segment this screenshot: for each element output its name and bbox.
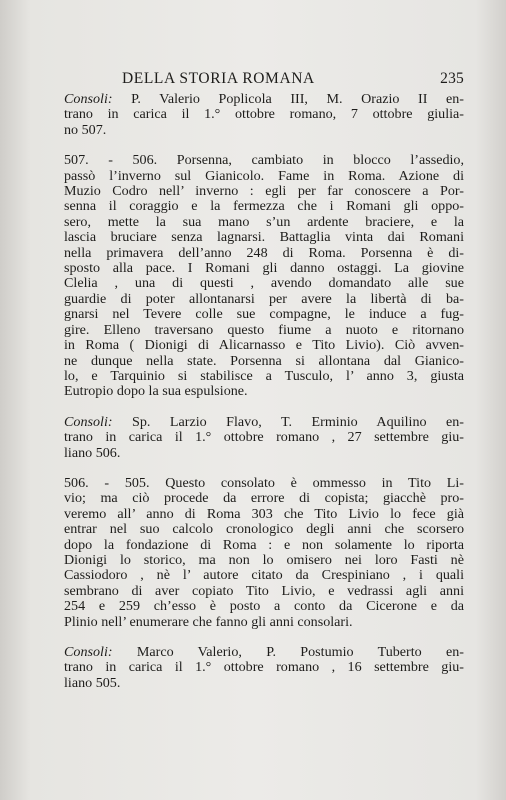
text-line: in Roma ( Dionigi di Alicarnasso e Tito Livio). Ciò avven- bbox=[64, 337, 464, 354]
text-line: nella primavera dell’anno 248 di Roma. Porsenna è di- bbox=[64, 244, 464, 261]
text-line bbox=[64, 415, 464, 430]
text-line: gire. Elleno traversano questo fiume a nuoto e ritornano bbox=[64, 321, 464, 338]
page-number: 235 bbox=[440, 70, 464, 87]
text-line: veremo all’ anno di Roma 303 che Tito Livio lo fece già bbox=[64, 505, 464, 522]
paragraph-507-506 bbox=[64, 153, 464, 400]
text-line: entrar nel suo calcolo cronologico degli anni che scorsero bbox=[64, 521, 464, 538]
text-line: trano in carica il 1.° ottobre romano , 16 settembre giu- bbox=[64, 659, 464, 676]
page-header bbox=[64, 70, 464, 92]
text-line: trano in carica il 1.° ottobre romano, 7 ottobre giulia- bbox=[64, 106, 464, 123]
text-line: liano 506. bbox=[64, 444, 121, 461]
text-line: sembrano di aver copiato Tito Livio, e vedrassi agli anni bbox=[64, 582, 464, 599]
consuls-entry-3 bbox=[64, 645, 464, 691]
text-line: Dionigi lo storico, ma non lo omisero nei loro Fasti nè bbox=[64, 551, 464, 568]
text-line: ne dunque nella state. Porsenna si allontana dal Gianico- bbox=[64, 352, 464, 369]
text-line: passò l’inverno sul Gianicolo. Fame in Roma. Azione di bbox=[64, 167, 464, 184]
text-line: senna il coraggio e la fermezza che i Romani gli oppo- bbox=[64, 198, 464, 215]
text-line bbox=[64, 92, 464, 107]
text-line: sposto alla pace. I Romani gli danno ostaggi. La giovine bbox=[64, 260, 464, 277]
text-line: vio; ma ciò procede da errore di copista; giacchè pro- bbox=[64, 490, 464, 507]
text-line: trano in carica il 1.° ottobre romano , 27 settembre giu- bbox=[64, 429, 464, 446]
consoli-label: Consoli: bbox=[64, 644, 113, 660]
text-line: guardie di poter allontanarsi per avere la libertà di ba- bbox=[64, 290, 464, 307]
text-line: no 507. bbox=[64, 121, 107, 138]
line-text: P. Valerio Poplicola III, M. Orazio II en- bbox=[112, 91, 464, 107]
line-text: Sp. Larzio Flavo, T. Erminio Aquilino en- bbox=[112, 413, 464, 430]
running-title: DELLA STORIA ROMANA bbox=[122, 70, 315, 87]
text-line: 507. - 506. Porsenna, cambiato in blocco l’assedio, bbox=[64, 152, 464, 169]
line-text: Marco Valerio, P. Postumio Tuberto en- bbox=[112, 644, 464, 660]
text-line: liano 505. bbox=[64, 674, 121, 691]
text-line: dopo la fondazione di Roma : e non solamente lo riporta bbox=[64, 536, 464, 553]
text-line: 254 e 259 ch’esso è posto a conto da Cicerone e da bbox=[64, 598, 464, 615]
text-line: sero, mette la sua mano s’un ardente braciere, e la bbox=[64, 213, 464, 230]
text-line: gnarsi nel Tevere colle sue compagne, le induce a fug- bbox=[64, 306, 464, 323]
page-content bbox=[64, 70, 464, 706]
text-line: lascia bruciare senza lagnarsi. Battaglia vinta dai Romani bbox=[64, 229, 464, 246]
paragraph-506-505 bbox=[64, 476, 464, 630]
text-line: Plinio nell’ enumerare che fanno gli anni consolari. bbox=[64, 613, 353, 630]
text-line: 506. - 505. Questo consolato è ommesso in Tito Li- bbox=[64, 474, 464, 491]
consoli-label: Consoli: bbox=[64, 413, 113, 430]
text-line: lo, e Tarquinio si stabilisce a Tusculo, l’ anno 3, giusta bbox=[64, 367, 464, 384]
text-line: Clelia , una di questi , avendo domandato alle sue bbox=[64, 275, 464, 292]
consuls-entry-1 bbox=[64, 92, 464, 138]
consoli-label: Consoli: bbox=[64, 91, 113, 107]
text-line bbox=[64, 645, 464, 660]
consuls-entry-2 bbox=[64, 415, 464, 461]
text-line: Muzio Codro nell’ inverno : egli per far conoscere a Por- bbox=[64, 183, 464, 200]
text-line: Cassiodoro , nè l’ autore citato da Crespiniano , i quali bbox=[64, 567, 464, 584]
text-line: Eutropio dopo la sua espulsione. bbox=[64, 383, 248, 400]
